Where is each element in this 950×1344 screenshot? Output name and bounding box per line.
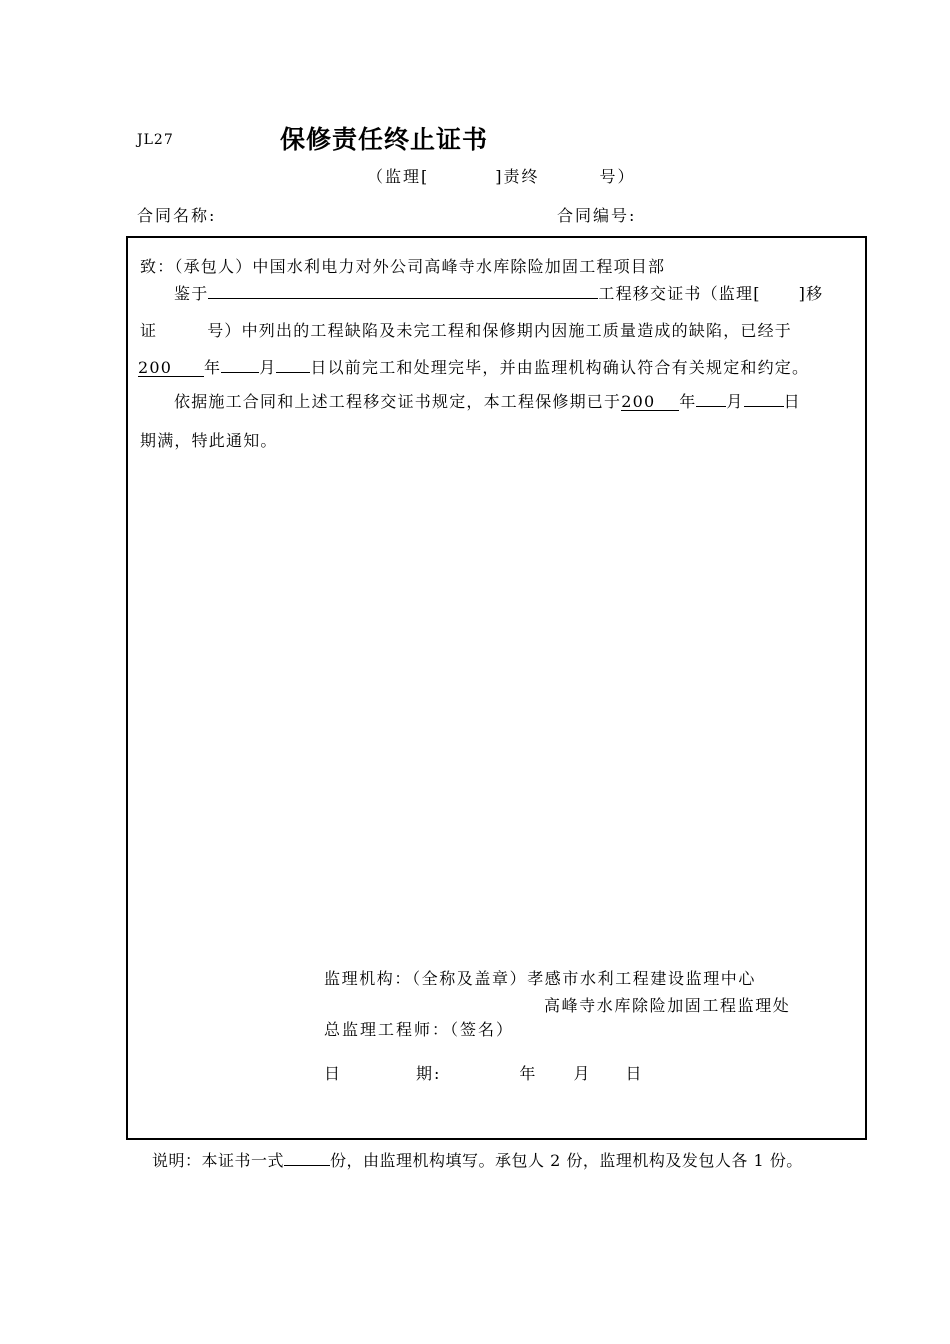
- date-row: [324, 1061, 643, 1084]
- expiry-month-blank[interactable]: [696, 388, 726, 407]
- p1-start: 鉴于: [174, 284, 209, 303]
- p2-start: 证: [140, 321, 158, 340]
- form-code: JL27: [137, 132, 174, 148]
- doc-number-suffix: 号）: [599, 167, 636, 186]
- paragraph-5: 期满，特此通知。: [140, 431, 278, 450]
- footer-note: [152, 1147, 803, 1171]
- doc-number-mid: ]责终: [495, 167, 540, 186]
- contract-name-label: 合同名称:: [137, 206, 217, 225]
- page-title: 保修责任终止证书: [280, 125, 489, 154]
- p1-end: ]移: [798, 284, 824, 303]
- doc-number-prefix: （监理[: [367, 167, 430, 186]
- date-label-1: 日: [324, 1064, 343, 1083]
- chief-engineer-label: 总监理工程师：（签名）: [324, 1020, 515, 1039]
- contract-number-label: 合同编号:: [557, 206, 637, 225]
- completion-year-blank[interactable]: [138, 358, 204, 377]
- completion-year-prefix: 200: [138, 358, 173, 377]
- completion-day-blank[interactable]: [276, 354, 310, 373]
- p4-year-label: 年: [679, 392, 697, 411]
- paragraph-1: [174, 280, 823, 304]
- p3-rest: 日以前完工和处理完毕，并由监理机构确认符合有关规定和约定。: [310, 358, 810, 377]
- month-label: 月: [259, 358, 277, 377]
- year-label: 年: [204, 358, 222, 377]
- supervision-org-line2: 高峰寺水库除险加固工程监理处: [544, 996, 791, 1015]
- copies-blank[interactable]: [284, 1147, 330, 1166]
- note-start: 说明：本证书一式: [152, 1151, 285, 1170]
- p4-month-label: 月: [726, 392, 744, 411]
- expiry-year-blank[interactable]: [621, 392, 679, 411]
- date-label-2: 期:: [416, 1064, 442, 1083]
- expiry-year-prefix: 200: [621, 392, 656, 411]
- expiry-day-blank[interactable]: [744, 388, 784, 407]
- completion-month-blank[interactable]: [221, 354, 259, 373]
- date-day: 日: [625, 1064, 644, 1083]
- paragraph-2: [140, 318, 792, 341]
- date-year: 年: [519, 1064, 538, 1083]
- date-month: 月: [573, 1064, 592, 1083]
- addressee-line: 致：（承包人）中国水利电力对外公司高峰寺水库除险加固工程项目部: [140, 257, 666, 276]
- p4-start: 依据施工合同和上述工程移交证书规定，本工程保修期已于: [174, 392, 622, 411]
- p1-after-blank: 工程移交证书（监理[: [598, 284, 761, 303]
- p4-day-label: 日: [783, 392, 801, 411]
- certificate-body-box: [126, 236, 867, 1140]
- p2-rest: 号）中列出的工程缺陷及未完工程和保修期内因施工质量造成的缺陷，已经于: [207, 321, 793, 340]
- paragraph-3: [138, 354, 809, 378]
- note-end: 份，由监理机构填写。承包人 2 份，监理机构及发包人各 1 份。: [330, 1151, 803, 1170]
- document-number: [367, 164, 636, 187]
- supervision-org: 监理机构：（全称及盖章）孝感市水利工程建设监理中心: [324, 969, 757, 988]
- paragraph-4: [174, 388, 801, 412]
- project-name-blank[interactable]: [208, 280, 598, 299]
